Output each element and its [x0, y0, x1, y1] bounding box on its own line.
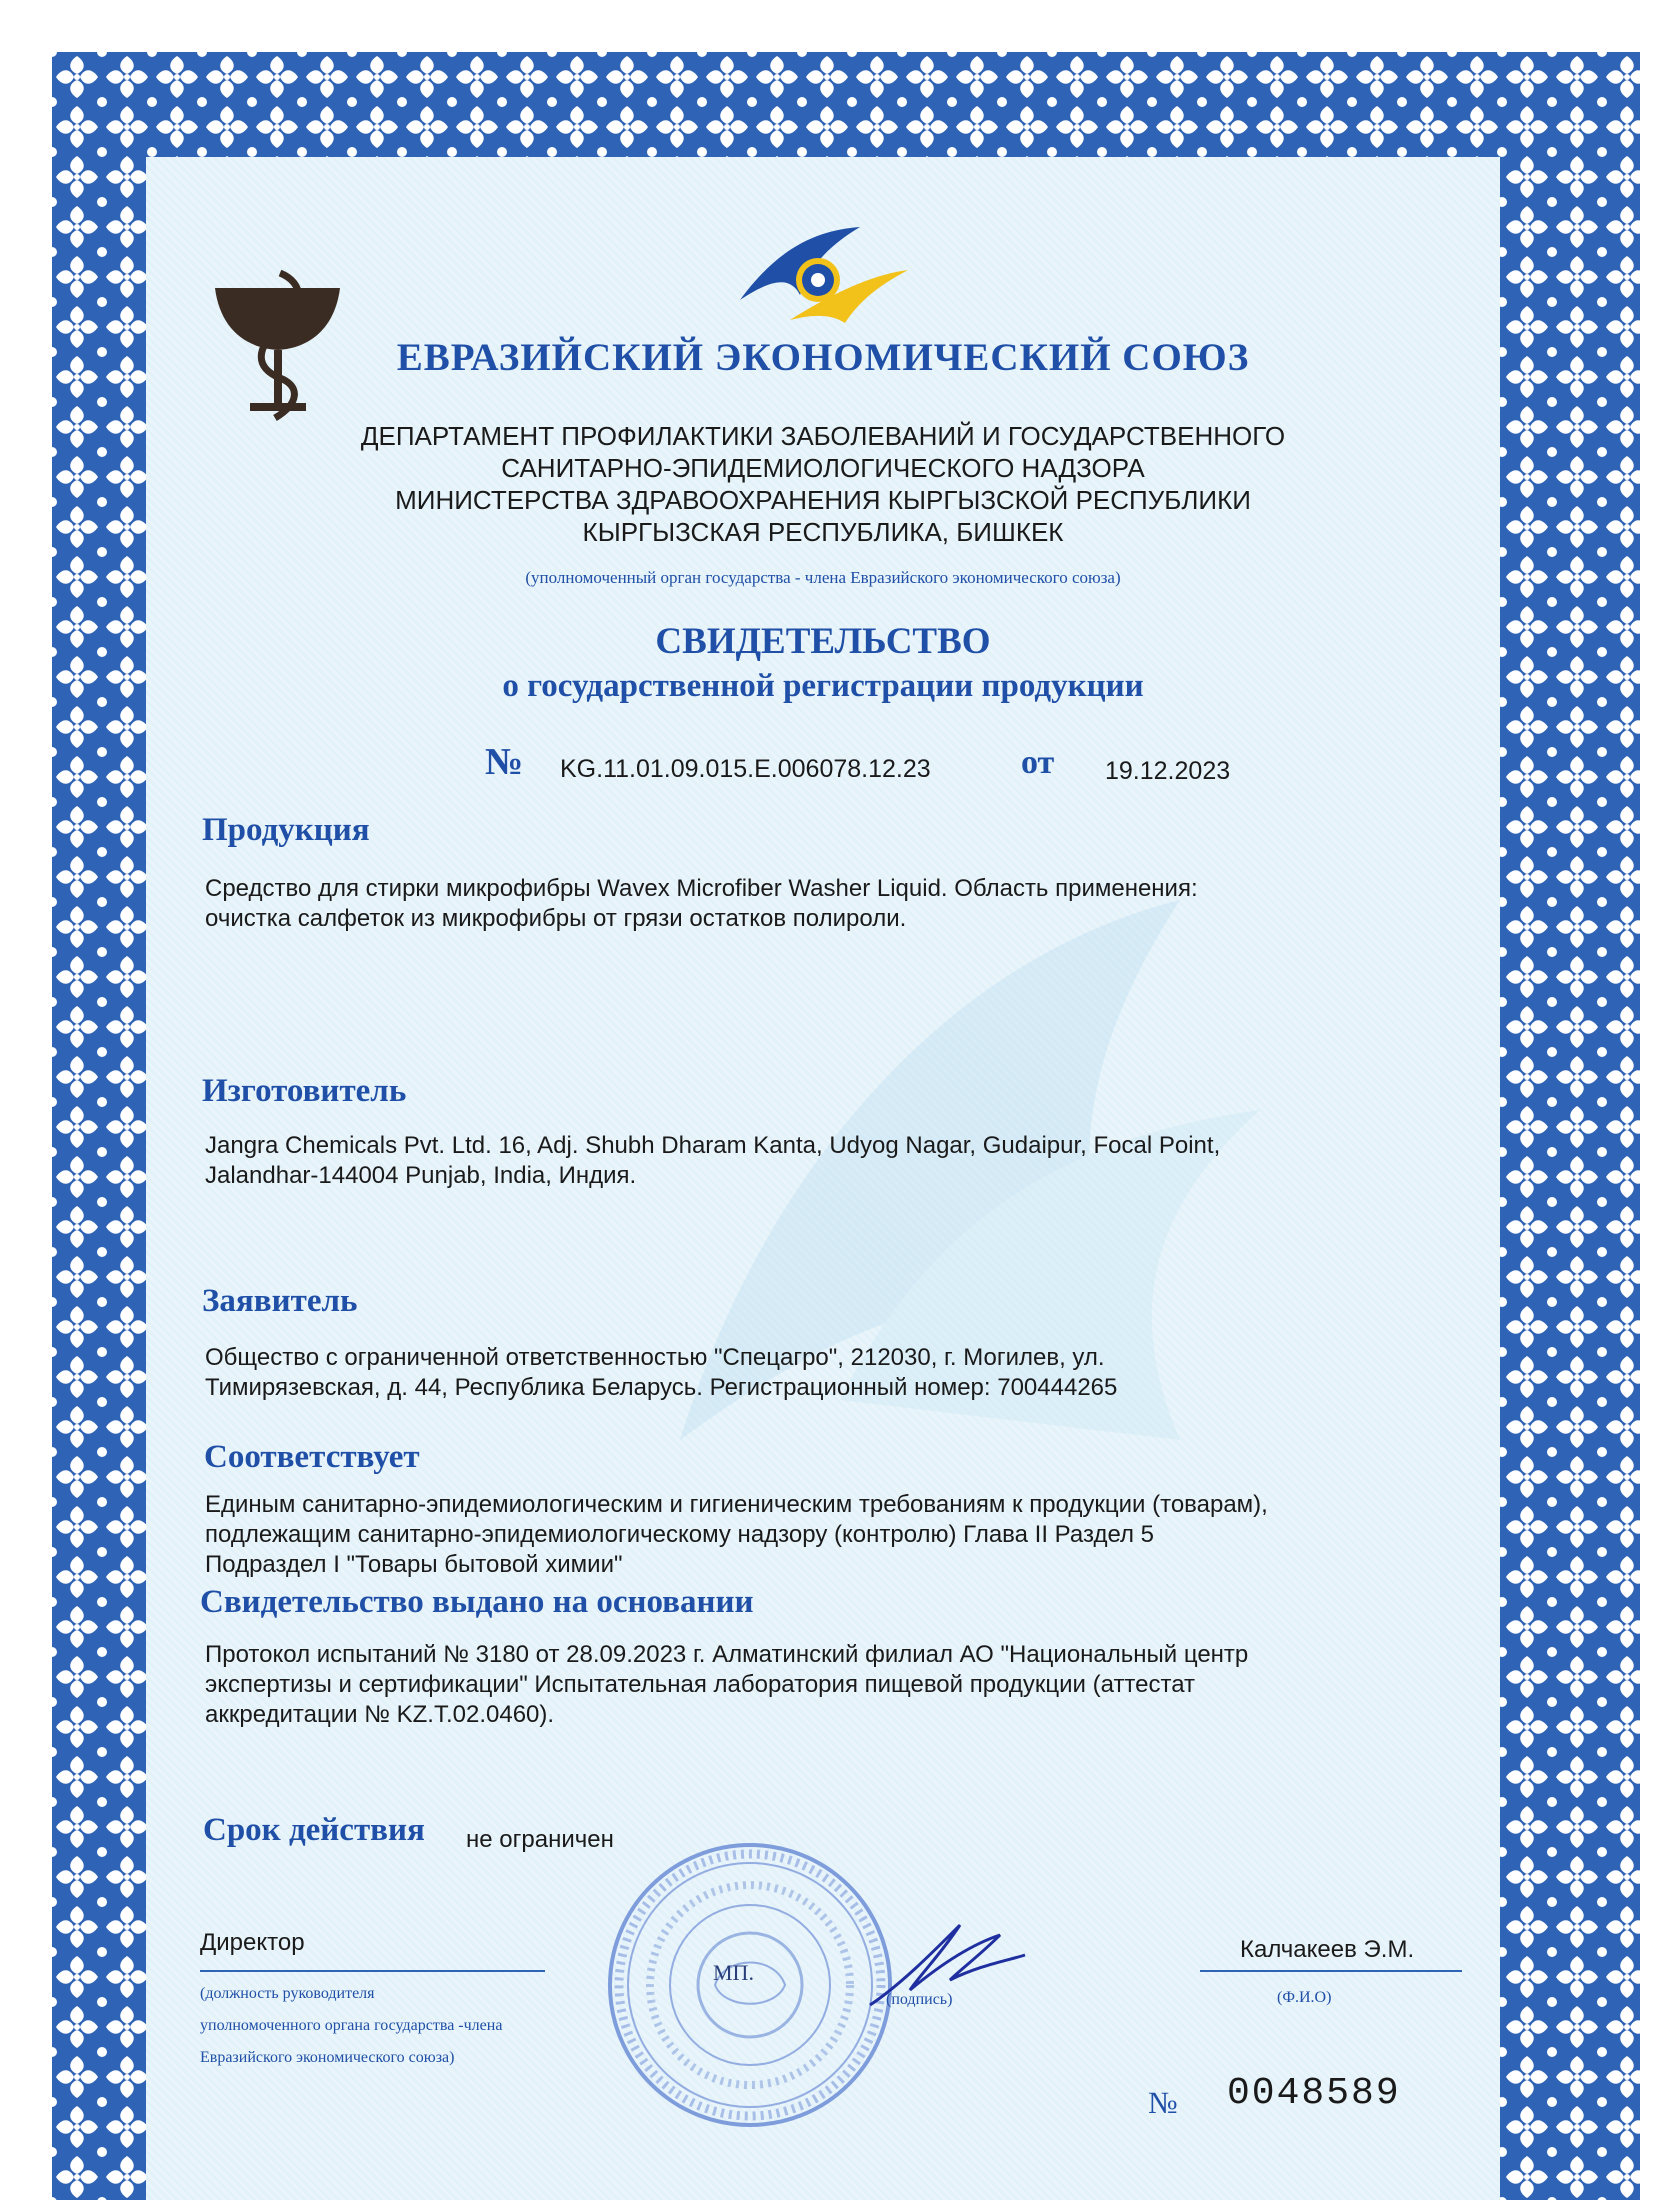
- basis-line: Протокол испытаний № 3180 от 28.09.2023 г. Алматинский филиал АО "Национальный центр: [205, 1641, 1249, 1668]
- applicant-line: Тимирязевская, д. 44, Республика Беларусь. Регистрационный номер: 700444265: [205, 1374, 1118, 1401]
- manufacturer-text: [205, 1131, 1220, 1191]
- basis-heading: Свидетельство выдано на основании: [200, 1584, 754, 1620]
- certificate-title: СВИДЕТЕЛЬСТВО: [655, 621, 991, 662]
- applicant-line: Общество с ограниченной ответственностью "Спецагро", 212030, г. Могилев, ул.: [205, 1344, 1105, 1371]
- department-line: КЫРГЫЗСКАЯ РЕСПУБЛИКА, БИШКЕК: [582, 517, 1064, 547]
- conformity-text: [205, 1490, 1268, 1580]
- position-caption-line: Евразийского экономического союза): [200, 2049, 455, 2066]
- product-line: очистка салфеток из микрофибры от грязи остатков полироли.: [205, 905, 907, 932]
- seal-placeholder-label: МП.: [713, 1960, 754, 1985]
- certificate-date: 19.12.2023: [1105, 757, 1231, 785]
- signature-caption: (подпись): [886, 1991, 953, 2008]
- applicant-heading: Заявитель: [202, 1283, 358, 1319]
- authority-note: (уполномоченный орган государства - члена Евразийского экономического союза): [525, 568, 1121, 587]
- product-text: [205, 874, 1198, 934]
- date-prefix: от: [1021, 744, 1055, 781]
- manufacturer-heading: Изготовитель: [202, 1073, 407, 1109]
- validity-heading: Срок действия: [203, 1812, 425, 1848]
- department-line: МИНИСТЕРСТВА ЗДРАВООХРАНЕНИЯ КЫРГЫЗСКОЙ РЕСПУБЛИКИ: [395, 485, 1251, 515]
- department-line: ДЕПАРТАМЕНТ ПРОФИЛАКТИКИ ЗАБОЛЕВАНИЙ И ГОСУДАРСТВЕННОГО: [360, 421, 1286, 451]
- department-line: САНИТАРНО-ЭПИДЕМИОЛОГИЧЕСКОГО НАДЗОРА: [501, 453, 1145, 483]
- department-block: [146, 420, 1500, 548]
- conformity-heading: Соответствует: [204, 1439, 420, 1475]
- union-title: ЕВРАЗИЙСКИЙ ЭКОНОМИЧЕСКИЙ СОЮЗ: [396, 336, 1250, 379]
- number-sign: №: [485, 741, 524, 783]
- certificate-number: KG.11.01.09.015.Е.006078.12.23: [560, 755, 931, 783]
- basis-line: экспертизы и сертификации" Испытательная лаборатория пищевой продукции (аттестат: [205, 1671, 1196, 1698]
- conformity-line: Единым санитарно-эпидемиологическим и гигиеническим требованиям к продукции (товарам),: [205, 1491, 1268, 1518]
- conformity-line: подлежащим санитарно-эпидемиологическому надзору (контролю) Глава II Раздел 5: [205, 1521, 1155, 1548]
- position-caption-line: уполномоченного органа государства -члена: [200, 2017, 503, 2034]
- serial-number-sign: №: [1148, 2085, 1178, 2120]
- certificate-subtitle: о государственной регистрации продукции: [502, 668, 1144, 704]
- applicant-text: [205, 1343, 1117, 1403]
- product-line: Средство для стирки микрофибры Wavex Microfiber Washer Liquid. Область применения:: [205, 875, 1198, 902]
- position-underline: [200, 1970, 545, 1972]
- signatory-position: Директор: [200, 1929, 305, 1956]
- manufacturer-line: Jangra Chemicals Pvt. Ltd. 16, Adj. Shubh Dharam Kanta, Udyog Nagar, Gudaipur, Focal Point,: [205, 1132, 1221, 1159]
- form-serial-number: 0048589: [1227, 2072, 1401, 2115]
- position-caption: [200, 1978, 502, 2074]
- name-underline: [1200, 1970, 1462, 1972]
- eaeu-emblem: [730, 225, 910, 325]
- basis-line: аккредитации № KZ.T.02.0460).: [205, 1701, 555, 1728]
- signatory-name: Калчакеев Э.М.: [1240, 1936, 1415, 1963]
- conformity-line: Подраздел I "Товары бытовой химии": [205, 1551, 623, 1578]
- validity-value: не ограничен: [466, 1826, 614, 1853]
- basis-text: [205, 1640, 1248, 1730]
- manufacturer-line: Jalandhar-144004 Punjab, India, Индия.: [205, 1162, 637, 1189]
- position-caption-line: (должность руководителя: [200, 1985, 375, 2002]
- name-caption: (Ф.И.О): [1277, 1989, 1332, 2006]
- product-heading: Продукция: [202, 812, 370, 848]
